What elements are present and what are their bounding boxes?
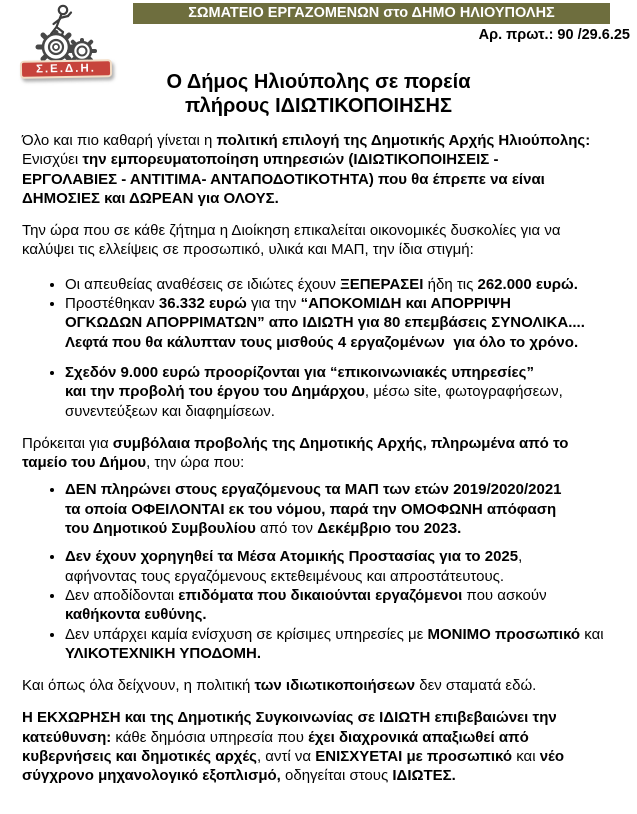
context-paragraph: Την ώρα που σε κάθε ζήτημα η Διοίκηση επικαλείται οικονομικές δυσκολίες για να καλύψει τις ελλείψεις σε προσωπικό, υλικά και ΜΑΠ, την ίδια στιγμή: <box>22 222 561 259</box>
list-item-bulky-waste: • Προστέθηκαν 36.332 ευρώ για την “ΑΠΟΚΟΜΙΔΗ και ΑΠΟΡΡΙΨΗ ΟΓΚΩΔΩΝ ΑΠΟΡΡΙΜΑΤΩΝ” απο ΙΔΙΩΤΗ για 80 επεμβάσεις ΣΥΝΟΛΙΚΑ.... Λεφτά που θα κάλυπταν τους μισθούς 4 εργαζομένων για όλο το χρόνο. <box>65 294 615 352</box>
page-title-line2: πλήρους ΙΔΙΩΤΙΚΟΠΟΙΗΣΗΣ <box>185 95 452 117</box>
page-title-line1: Ο Δήμος Ηλιούπολης σε πορεία <box>166 71 471 93</box>
leaflet-body <box>0 131 637 786</box>
union-logo <box>20 4 112 78</box>
spending-list <box>22 275 615 421</box>
grievances-list <box>22 480 615 663</box>
logo-caption: Σ.Ε.Δ.Η. <box>35 62 97 76</box>
intro-paragraph: Όλο και πιο καθαρή γίνεται η πολιτική επιλογή της Δημοτικής Αρχής Ηλιούπολης: Ενισχύει την εμπορευματοποίηση υπηρεσιών (ΙΔΙΩΤΙΚΟΠΟΙΗΣΕΙΣ - ΕΡΓΟΛΑΒΙΕΣ - ΑΝΤΙΤΙΜΑ- ΑΝΤΑΠΟΔΟΤΙΚΟΤΗΤΑ) που θα έπρεπε να είναι ΔΗΜΟΣΙΕΣ και ΔΩΡΕΑΝ για ΟΛΟΥΣ. <box>22 132 591 207</box>
conclusion-paragraph: Και όπως όλα δείχνουν, η πολιτική των ιδιωτικοποιήσεων δεν σταματά εδώ. <box>22 677 537 695</box>
list-item-allowances: • Δεν αποδίδονται επιδόματα που δικαιούνται εργαζόμενοι που ασκούν καθήκοντα ευθύνης. <box>65 586 615 625</box>
list-item-direct-assignments: • Οι απευθείας αναθέσεις σε ιδιώτες έχουν ΞΕΠΕΡΑΣΕΙ ήδη τις 262.000 ευρώ. <box>65 275 615 294</box>
org-title-banner: ΣΩΜΑΤΕΙΟ ΕΡΓΑΖΟΜΕΝΩΝ στο ΔΗΜΟ ΗΛΙΟΥΠΟΛΗΣ <box>133 3 610 24</box>
closing-paragraph: Η ΕΚΧΩΡΗΣΗ και της Δημοτικής Συγκοινωνίας σε ΙΔΙΩΤΗ επιβεβαιώνει την κατεύθυνση: κάθε δημόσια υπηρεσία που έχει διαχρονικά απαξιωθεί από κυβερνήσεις και δημοτικές αρχές, αντί να ΕΝΙΣΧΥΕΤΑΙ με προσωπικό και νέο σύγχρονο μηχανολογικό εξοπλισμό, οδηγείται στους ΙΔΙΩΤΕΣ. <box>22 709 564 785</box>
list-item-no-reinforcement: • Δεν υπάρχει καμία ενίσχυση σε κρίσιμες υπηρεσίες με ΜΟΝΙΜΟ προσωπικό και ΥΛΙΚΟΤΕΧΝΙΚΗ ΥΠΟΔΟΜΗ. <box>65 625 615 664</box>
list-item-communication-services: • Σχεδόν 9.000 ευρώ προορίζονται για “επικοινωνιακές υπηρεσίες” και την προβολή του έργου του Δημάρχου, μέσω site, φωτογραφήσεων, συνεντεύξεων και διαφημίσεων. <box>65 363 615 421</box>
list-item-ppe-2025: • Δεν έχουν χορηγηθεί τα Μέσα Ατομικής Προστασίας για το 2025, αφήνοντας τους εργαζόμενους εκτεθειμένους και απροστάτευτους. <box>65 547 615 586</box>
protocol-number: Αρ. πρωτ.: 90 /29.6.25 <box>478 27 630 43</box>
logo-ribbon <box>20 59 112 79</box>
contracts-paragraph: Πρόκειται για συμβόλαια προβολής της Δημοτικής Αρχής, πληρωμένα από το ταμείο του Δήμου, την ώρα που: <box>22 434 569 472</box>
list-item-map-unpaid: • ΔΕΝ πληρώνει στους εργαζόμενους τα ΜΑΠ των ετών 2019/2020/2021 τα οποία ΟΦΕΙΛΟΝΤΑΙ εκ του νόμου, παρά την ΟΜΟΦΩΝΗ απόφαση του Δημοτικού Συμβουλίου από τον Δεκέμβριο του 2023. <box>65 480 615 538</box>
document-header <box>0 3 637 76</box>
figure-on-gears-icon <box>25 4 107 62</box>
